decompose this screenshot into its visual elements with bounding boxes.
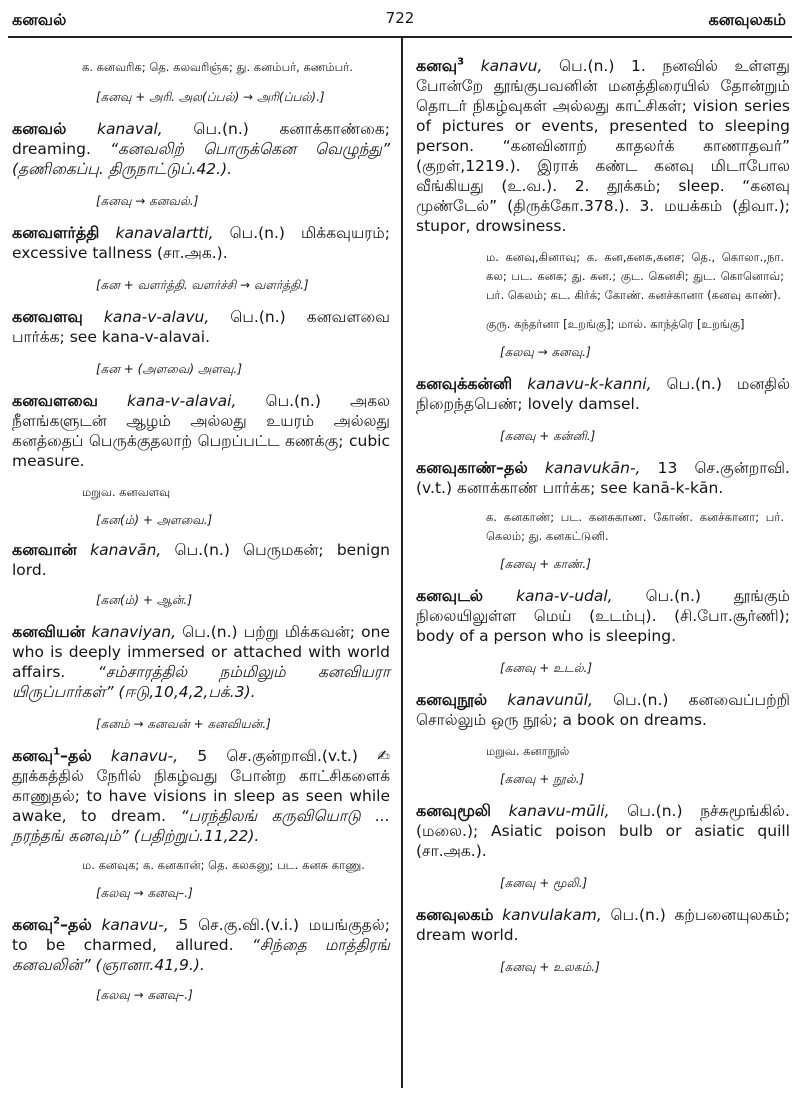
transliteration: kanavu-, xyxy=(101,916,169,934)
entry-text xyxy=(12,746,390,846)
dictionary-entry xyxy=(12,915,390,1005)
part-of-speech: பெ.(n.) xyxy=(229,224,285,242)
etymology-line: [கலவு → கனவு–.] xyxy=(96,988,193,1002)
variant-line: மறுவ. கனாநூல் xyxy=(486,744,570,758)
etymology-line: [கனவு + நூல்.] xyxy=(500,772,585,786)
dictionary-entry xyxy=(12,540,390,610)
transliteration: kanaviyan, xyxy=(91,623,177,641)
running-head-right: கனவுலகம் xyxy=(708,10,786,29)
definition: நச்சுமூங்கில். (மலை.); Asiatic poison bulb or asiatic quill (சா.அக.). xyxy=(416,802,790,860)
part-of-speech: 13 செ.குன்றாவி. (v.t.) xyxy=(416,459,790,497)
dictionary-entry xyxy=(12,746,390,903)
citation: “சம்சாரத்தில் நம்மிலும் கனவியரா யிருப்பார்கள்” (ஈடு,10,4,2,பக்.3). xyxy=(12,663,390,701)
entry-text xyxy=(416,905,790,945)
entry-text xyxy=(416,56,790,236)
left-column xyxy=(12,40,390,1005)
definition: பெருமகன்; benign lord. xyxy=(12,541,390,579)
headword: கனவுநூல் xyxy=(416,690,488,709)
headword: கனவளவு xyxy=(12,307,83,326)
entry-text xyxy=(12,540,390,580)
dictionary-entry xyxy=(416,56,790,362)
dictionary-entry xyxy=(416,801,790,893)
part-of-speech: பெ.(n.) xyxy=(666,375,722,393)
etymology-line: [கன(ம்) + அளவை.] xyxy=(96,513,213,527)
transliteration: kanaval, xyxy=(97,120,163,138)
etymology-line: [கன(ம்) + ஆன்.] xyxy=(96,593,193,607)
part-of-speech: பெ.(n.) xyxy=(230,308,286,326)
dictionary-entry xyxy=(416,374,790,446)
transliteration: kana-v-udal, xyxy=(516,587,613,605)
entry-text xyxy=(12,391,390,471)
headword: கனவுடல் xyxy=(416,586,484,605)
etymology-line: [கனவு + உலகம்.] xyxy=(500,960,600,974)
dictionary-entry xyxy=(416,905,790,977)
transliteration: kana-v-alavu, xyxy=(103,308,210,326)
entry-text xyxy=(12,223,390,263)
part-of-speech: பெ.(n.) xyxy=(627,802,683,820)
transliteration: kanavu-mūli, xyxy=(508,802,610,820)
etymology-line: [கனவு + காண்.] xyxy=(500,557,591,571)
etymology-line: [கலவு → கனவு.] xyxy=(500,345,591,359)
headword: கனவுக்கன்னி xyxy=(416,374,513,393)
transliteration: kanvulakam, xyxy=(502,906,602,924)
headword: கனவுமூலி xyxy=(416,801,492,820)
entry-text xyxy=(12,915,390,975)
part-of-speech: பெ.(n.) xyxy=(193,120,249,138)
part-of-speech: பெ.(n.) xyxy=(182,623,238,641)
dictionary-entry xyxy=(12,307,390,379)
etymology-line: [கனவு + உடல்.] xyxy=(500,661,593,675)
etymology-line: [கனவு + அரி. அல(ப்பல்) → அரி(ப்பல்).] xyxy=(96,90,325,104)
headword: கனவுகாண்–தல் xyxy=(416,458,528,477)
definition: அகல நீளங்களுடன் ஆழம் அல்லது உயரம் அல்லது கனத்தைப் பெருக்குதலாற் பெறப்பட்ட கணக்கு; cubic measure. xyxy=(12,392,390,470)
definition: தூங்கும் நிலையிலுள்ள மெய் (உடம்பு). (சி.போ.சூர்ணி); body of a person who is sleeping. xyxy=(416,587,790,645)
definition: கனவளவை பார்க்க; see kana-v-alavai. xyxy=(12,308,390,346)
cognates-line: குரு. கந்தர்னா [உறங்கு]; மால். காந்த்ரெ [உறங்கு] xyxy=(486,317,745,331)
cognates-line: க. கனகாண்; பட. கனசுகாண. கோண். கனச்கானா; பர். கெலம்; து. கனகட்டுனி. xyxy=(486,510,784,543)
dictionary-entry xyxy=(416,458,790,574)
entry-text xyxy=(416,690,790,730)
definition: கனவைப்பற்றி சொல்லும் ஒரு நூல்; a book on dreams. xyxy=(416,691,790,729)
dictionary-entry xyxy=(416,586,790,678)
headword: கனவல் xyxy=(12,119,67,138)
transliteration: kanavunūl, xyxy=(507,691,593,709)
part-of-speech: பெ.(n.) xyxy=(613,691,669,709)
dictionary-entry xyxy=(416,690,790,789)
definition: மயங்குதல்; to be charmed, allured. xyxy=(12,916,390,954)
headword: கனவு$^3$ xyxy=(416,56,465,75)
headword: கனவளர்த்தி xyxy=(12,223,100,242)
part-of-speech: 5 செ.குன்றாவி.(v.t.) ✍ xyxy=(197,747,391,765)
transliteration: kanavu, xyxy=(480,57,543,75)
transliteration: kanavu-k-kanni, xyxy=(527,375,652,393)
transliteration: kanavu-, xyxy=(110,747,179,765)
etymology-line: [கனவு + மூலி.] xyxy=(500,876,588,890)
etymology-line: [கலவு → கனவு–.] xyxy=(96,886,193,900)
dictionary-entry xyxy=(12,223,390,295)
dictionary-entry xyxy=(12,391,390,530)
column-divider xyxy=(401,36,403,1088)
headword: கனவுலகம் xyxy=(416,905,494,924)
part-of-speech: பெ.(n.) xyxy=(174,541,230,559)
right-column xyxy=(416,40,790,977)
cognates-line: ம. கனவுக; க. கனகான்; தெ. கலகனு; பட. கனசு காணு. xyxy=(82,858,365,872)
entry-text xyxy=(416,801,790,861)
etymology-line: [கனவு + கன்னி.] xyxy=(500,429,596,443)
etymology-line: [கனம் → கனவன் + கனவியன்.] xyxy=(96,717,271,731)
definition: கனாக்காண்கை; dreaming. xyxy=(12,120,390,158)
entry-text xyxy=(12,622,390,702)
definition: மனதில் நிறைந்தபெண்; lovely damsel. xyxy=(416,375,790,413)
etymology-line: [கனவு → கனவல்.] xyxy=(96,194,199,208)
header-rule xyxy=(8,36,792,38)
part-of-speech: பெ.(n.) xyxy=(265,392,321,410)
transliteration: kanavukān-, xyxy=(544,459,641,477)
running-head-left: கனவல் xyxy=(12,10,67,29)
definition: கற்பனையுலகம்; dream world. xyxy=(416,906,790,944)
transliteration: kana-v-alavai, xyxy=(127,392,237,410)
definition: கனாக்காண் பார்க்க; see kanā-k-kān. xyxy=(456,479,724,497)
variant-line: மறுவ. கனவளவு xyxy=(82,485,171,499)
entry-text xyxy=(12,119,390,179)
part-of-speech: பெ.(n.) xyxy=(559,57,615,75)
entry-text xyxy=(416,586,790,646)
citation: “பரந்திலங் கருவியொடு ... நரந்தங் கனவும்” (பதிற்றுப்.11,22). xyxy=(12,807,390,845)
part-of-speech: 5 செ.கு.வி.(v.i.) xyxy=(178,916,300,934)
definition: மிக்கவுயரம்; excessive tallness (சா.அக.). xyxy=(12,224,390,262)
cognates-line: ம. கனவு,கினாவு; க. கன,கனசு,கனச; தெ., கொலா.,நா. கல; பட. கனசு; து. கன.; குட. கெனசி; துட. கொனொவ்; பர். கெலம்; கட. கிர்க்; கோண். கனச்கானா (கனவு காண்). xyxy=(486,250,784,302)
cognates-line: க. கனவரிக; தெ. கலவரிஞ்க; து. கனம்பர், கணம்பர். xyxy=(82,60,353,74)
part-of-speech: பெ.(n.) xyxy=(610,906,666,924)
headword: கனவு$^2$–தல் xyxy=(12,915,92,934)
etymology-line: [கன + வளர்த்தி. வளர்ச்சி → வளர்த்தி.] xyxy=(96,278,309,292)
entry-text xyxy=(416,374,790,414)
definition: பற்று மிக்கவன்; one who is deeply immersed or attached with world affairs. xyxy=(12,623,390,681)
headword: கனவியன் xyxy=(12,622,86,641)
entry-text xyxy=(12,307,390,347)
headword: கனவளவை xyxy=(12,391,98,410)
entry-text xyxy=(416,458,790,498)
page-header xyxy=(0,0,800,36)
citation: “கனவலிற் பொருக்கென வெழுந்து” (தணிகைப்பு. திருநாட்டுப்.42.). xyxy=(12,140,390,178)
headword: கனவு$^1$–தல் xyxy=(12,746,92,765)
page-number: 722 xyxy=(385,9,415,27)
headword: கனவான் xyxy=(12,540,77,559)
transliteration: kanavalartti, xyxy=(115,224,214,242)
definition: தூக்கத்தில் நேரில் நிகழ்வது போன்ற காட்சிகளைக் காணுதல்; to have visions in sleep as seen while awake, to dream. xyxy=(12,767,390,825)
transliteration: kanavān, xyxy=(90,541,162,559)
dictionary-entry xyxy=(12,622,390,734)
definition: 1. நனவில் உள்ளது போன்றே தூங்குபவனின் மனத்திரையில் தோன்றும் தொடர் நிகழ்வுகள் அல்லது காட்சிகள்; vision series of pictures or events, presented to sleeping person. “கனவினாற் காதலர்க் காணாதவர்” (குறள்,1219.). இராக் கண்ட கனவு மிடாபோல வீங்கியது (உ.வ.). 2. தூக்கம்; sleep. “கனவு முண்டேல்” (திருக்கோ.378.). 3. மயக்கம் (திவா.); stupor, drowsiness. xyxy=(416,57,790,235)
dictionary-entry xyxy=(12,119,390,211)
etymology-line: [கன + (அளவை) அளவு.] xyxy=(96,362,243,376)
part-of-speech: பெ.(n.) xyxy=(645,587,701,605)
citation: “சிந்தை மாத்திரங் கனவலின்” (ஞானா.41,9.). xyxy=(12,936,390,974)
